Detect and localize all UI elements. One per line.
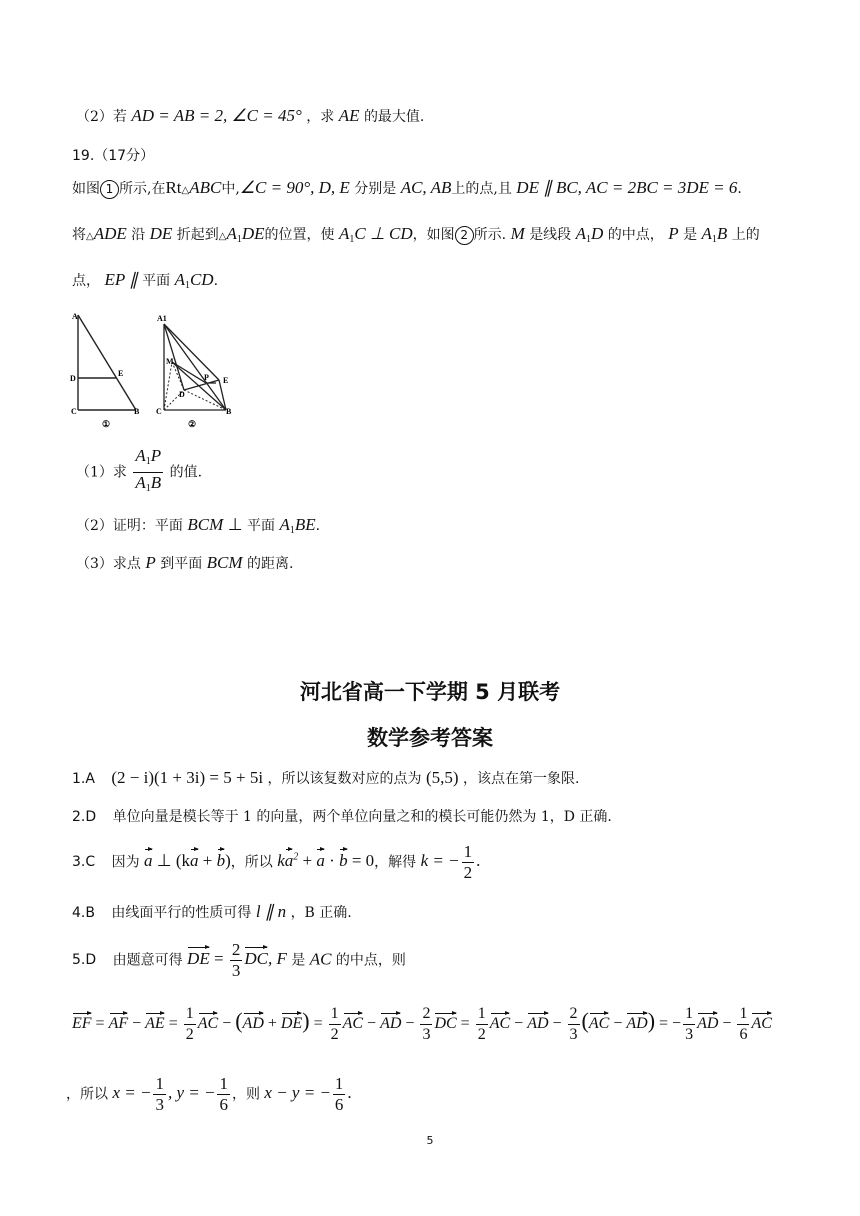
text: 是: [291, 952, 306, 969]
math: P: [668, 224, 679, 243]
vector-a: a: [190, 847, 199, 871]
numerator: 1: [334, 1074, 344, 1093]
q18-part2-var: AE: [338, 106, 360, 125]
numerator: 2: [231, 940, 241, 959]
math: = 0: [347, 851, 375, 871]
answer-number: 3.C: [72, 854, 96, 871]
fig2-label-d: D: [179, 390, 185, 399]
text: 上的点,且: [451, 181, 512, 197]
text: 的中点，: [607, 227, 664, 243]
text: 的中点，则: [335, 952, 406, 969]
math: (2 − i)(1 + 3i) = 5 + 5i: [111, 768, 264, 787]
text: 由题意可得: [112, 952, 183, 969]
math: P: [145, 553, 156, 572]
math: =: [655, 1015, 673, 1033]
math: EP ∥: [104, 270, 138, 289]
fig2-caption: ②: [188, 419, 197, 429]
numerator: 1: [737, 1004, 749, 1025]
q19-sub3: [76, 553, 293, 573]
math: l ∥ n: [255, 902, 287, 921]
q18-part2-sep: ，求: [306, 109, 335, 125]
numerator: P: [150, 446, 162, 465]
triangle-symbol: △: [181, 185, 190, 196]
answer-4: [72, 902, 352, 922]
math: k: [277, 851, 285, 871]
text: 的距离.: [247, 556, 294, 572]
denominator: B: [150, 473, 162, 492]
page-number: 5: [426, 1134, 434, 1147]
text: .: [737, 181, 742, 197]
denominator: 2: [477, 1026, 486, 1043]
math: DE ∥ BC, AC = 2BC = 3DE = 6: [516, 178, 738, 197]
figure-1: [78, 315, 136, 410]
q18-part2-prefix: （2）若: [76, 109, 127, 125]
rt-symbol: Rt: [165, 178, 182, 197]
q19-para2: 将△ADE 沿 DE 折起到$\triangle A_1DE$的位置，使 $A_1C$ ⊥ CD，如图 2 所示. M 是线段 $A_1D$ 的中点， P 是 $A_1B$ 上的: [72, 224, 760, 245]
text: 由线面平行的性质可得: [111, 905, 252, 921]
math: +: [198, 851, 217, 871]
denominator: 3: [685, 1026, 694, 1043]
math: −: [401, 1015, 419, 1033]
math: DE: [149, 224, 173, 243]
denominator: 2: [330, 1026, 339, 1043]
text: 点，: [72, 273, 100, 289]
text: 因为: [111, 854, 140, 871]
vector-de: DE: [281, 1011, 302, 1033]
fig2-label-a1: A1: [157, 314, 167, 323]
answers-subtitle: 数学参考答案: [367, 726, 493, 750]
math: ⊥: [152, 851, 176, 871]
answer-number: 4.B: [72, 905, 95, 921]
text: ，所以: [230, 854, 273, 871]
fig1-label-a: A: [72, 312, 78, 321]
math: M: [510, 224, 525, 243]
fig1-label-c: C: [71, 407, 77, 416]
math: ⊥: [227, 515, 243, 534]
triangle-symbol: △: [218, 231, 227, 242]
math: CD: [189, 270, 214, 289]
answer-number: 2.D: [72, 809, 97, 825]
math: (: [581, 1008, 589, 1034]
text: 所示.: [473, 227, 507, 243]
math: −: [128, 1015, 146, 1033]
fig2-label-b: B: [226, 407, 232, 416]
denominator: 6: [739, 1026, 748, 1043]
q18-part2: [76, 106, 424, 126]
answer-number: 5.D: [72, 952, 97, 969]
vector-ad: AD: [626, 1011, 647, 1033]
math: =: [209, 949, 228, 969]
numerator: 2: [568, 1004, 580, 1025]
numerator: 1: [329, 1004, 341, 1025]
numerator: 1: [463, 842, 473, 861]
text: 将: [72, 227, 86, 243]
answer-5: [72, 940, 406, 981]
vector-ef: EF: [72, 1011, 92, 1033]
fig2-label-e: E: [223, 376, 229, 385]
math: ): [647, 1008, 656, 1034]
q19-sub1: [76, 446, 202, 499]
math: ADE: [93, 224, 127, 243]
math: −: [609, 1015, 627, 1033]
text: 平面: [246, 518, 275, 534]
vector-ad: AD: [527, 1011, 548, 1033]
math: AC: [309, 949, 332, 969]
math: −: [548, 1015, 566, 1033]
numerator: 1: [219, 1074, 228, 1093]
math: −: [218, 1015, 236, 1033]
text: 是线段: [529, 227, 572, 243]
text: 折起到: [176, 227, 219, 243]
fig1-label-e: E: [118, 369, 124, 378]
math: BCM: [187, 515, 224, 534]
text: 上的: [731, 227, 760, 243]
q19-para1: [72, 178, 742, 199]
vector-dc: DC: [434, 1011, 456, 1033]
geometry-figures: [66, 310, 251, 435]
text: 是: [683, 227, 698, 243]
vector-b: b: [339, 847, 348, 871]
denominator: 3: [231, 961, 241, 980]
text: 的值.: [169, 464, 203, 481]
fig1-label-d: D: [70, 374, 76, 383]
answer-number: 1.A: [72, 771, 95, 787]
math: =: [91, 1015, 109, 1033]
answer-2: [72, 806, 612, 826]
answer-3: [72, 842, 480, 883]
math: ·: [324, 851, 340, 871]
math: +: [263, 1015, 281, 1033]
vector-de: DE: [187, 945, 210, 969]
text: ，所以: [66, 1086, 108, 1103]
text: ，如图: [412, 227, 455, 243]
math: −: [718, 1015, 736, 1033]
math: C ⊥ CD: [354, 224, 413, 243]
math: =: [164, 1015, 182, 1033]
numerator: 1: [683, 1004, 695, 1025]
math: x − y = −: [264, 1083, 331, 1103]
text: 的位置，使: [264, 227, 335, 243]
math: BE: [294, 515, 316, 534]
vector-ad: AD: [697, 1011, 718, 1033]
text: 如图: [72, 181, 100, 197]
numerator: 1: [476, 1004, 488, 1025]
math: −: [510, 1015, 528, 1033]
math: , F: [267, 949, 287, 969]
vector-a: a: [285, 847, 294, 871]
math: (k: [175, 851, 191, 871]
math: k = −: [420, 851, 460, 871]
numerator: 2: [420, 1004, 432, 1025]
q19-header: 19.（17分）: [72, 148, 155, 164]
vector-ac: AC: [490, 1011, 510, 1033]
numerator: 1: [155, 1074, 164, 1093]
vector-a: a: [144, 847, 153, 871]
text: 沿: [131, 227, 146, 243]
q18-part2-suffix: 的最大值.: [363, 109, 425, 125]
math: DE: [241, 224, 265, 243]
math: =: [456, 1015, 474, 1033]
vector-ac: AC: [589, 1011, 609, 1033]
vector-b: b: [217, 847, 226, 871]
math: B: [716, 224, 728, 243]
text: ，解得: [374, 854, 417, 871]
math: ∠C = 90°, D, E: [239, 178, 350, 197]
text: 所示,在: [119, 181, 166, 197]
math: .: [476, 851, 481, 871]
text: .: [315, 518, 321, 534]
fig1-caption: ①: [102, 419, 111, 429]
denominator: 6: [219, 1095, 228, 1114]
text: （1）求: [76, 464, 127, 481]
vector-dc: DC: [244, 945, 268, 969]
vector-af: AF: [109, 1011, 129, 1033]
triangle-symbol: △: [86, 231, 94, 242]
denominator: 6: [334, 1095, 344, 1114]
math: (5,5): [425, 768, 459, 787]
figure-ref-1: 1: [100, 180, 119, 199]
answer-1: [72, 768, 579, 788]
math: ABC: [189, 178, 222, 197]
text: .: [213, 273, 219, 289]
text: 中,: [221, 181, 240, 197]
text: （2）证明：平面: [76, 518, 183, 534]
q19-sub2: （2）证明：平面 BCM ⊥ 平面 $A_1BE$.: [76, 515, 321, 536]
denominator: 3: [422, 1026, 431, 1043]
vector-ad: AD: [380, 1011, 401, 1033]
math: −: [363, 1015, 381, 1033]
fig2-label-m: M: [166, 357, 174, 366]
vector-ae: AE: [145, 1011, 165, 1033]
math: , y = −: [167, 1083, 216, 1103]
math: ): [225, 851, 231, 871]
math: BCM: [206, 553, 243, 572]
fig2-label-p: P: [204, 373, 209, 382]
vector-a: a: [316, 847, 325, 871]
math: =: [309, 1015, 327, 1033]
math: (: [235, 1008, 243, 1034]
text: ，所以该复数对应的点为: [267, 771, 422, 787]
denominator: 3: [155, 1095, 164, 1114]
text: 单位向量是模长等于 1 的向量，两个单位向量之和的模长可能仍然为 1，D 正确.: [112, 809, 612, 825]
text: 平面: [142, 273, 171, 289]
math: 2: [293, 851, 299, 863]
figure-ref-2: 2: [455, 226, 474, 245]
vector-ac: AC: [751, 1011, 771, 1033]
text: ，则: [231, 1086, 260, 1103]
denominator: 2: [463, 863, 473, 882]
answers-title: 河北省高一下学期 5 月联考: [299, 680, 561, 704]
numerator: 1: [184, 1004, 196, 1025]
fraction: $\frac{A_1P}{A_1B}$: [135, 446, 162, 494]
text: 到平面: [160, 556, 203, 572]
denominator: 2: [185, 1026, 194, 1043]
denominator: 3: [569, 1026, 578, 1043]
answer-5-equation: EF = AF − AE = $\frac{1}{2}$ AC − (AD + DE) = $\frac{1}{2}$ AC − AD − $\frac{2}{3}$ DC = $\frac{1}{2}$ AC − AD − $\frac{2}{3}$ (AC − AD) = − $\frac{1}{3}$ AD − $\frac{1}{6}$ AC: [72, 1005, 772, 1043]
math: +: [298, 851, 317, 871]
math: D: [591, 224, 604, 243]
fig1-label-b: B: [134, 407, 140, 416]
math: ): [302, 1008, 310, 1034]
vector-ac: AC: [198, 1011, 218, 1033]
math: .: [347, 1083, 352, 1103]
q18-part2-math: AD = AB = 2, ∠C = 45°: [131, 106, 302, 125]
q19-para3: 点， EP ∥ 平面 $A_1CD$.: [72, 270, 219, 291]
vector-ac: AC: [343, 1011, 363, 1033]
text: （3）求点: [76, 556, 141, 572]
figure-2: [164, 324, 229, 410]
fig2-label-c: C: [156, 407, 162, 416]
text: ，B 正确.: [290, 905, 352, 921]
text: 分别是: [354, 181, 397, 197]
math: AC, AB: [400, 178, 452, 197]
text: ，该点在第一象限.: [463, 771, 580, 787]
vector-ad: AD: [243, 1011, 264, 1033]
answer-5-conclusion: [66, 1074, 352, 1115]
math: x = −: [112, 1083, 152, 1103]
